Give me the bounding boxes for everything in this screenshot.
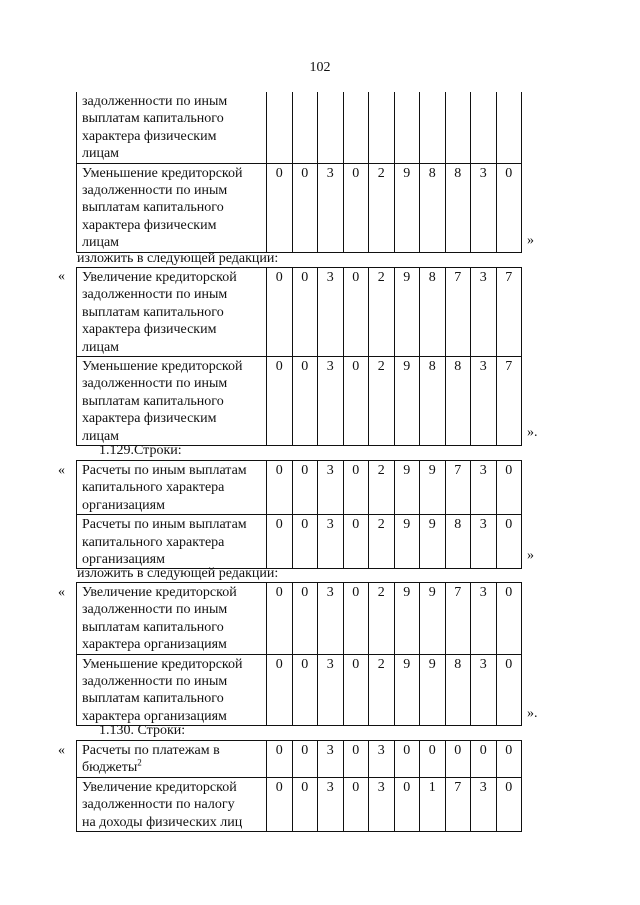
code-digit: 0: [292, 357, 318, 446]
code-digit: 2: [369, 461, 395, 515]
code-digit: 7: [445, 461, 471, 515]
description-line: характера организациям: [82, 637, 227, 653]
code-digit: 0: [267, 163, 293, 252]
description-line: выплатам капитального: [82, 304, 224, 320]
code-digit: [343, 92, 369, 163]
code-digit: [292, 92, 318, 163]
table-row: [77, 163, 522, 252]
code-digit: 0: [267, 268, 293, 357]
code-digit: 0: [292, 163, 318, 252]
code-digit: 3: [318, 461, 344, 515]
code-digit: 0: [343, 163, 369, 252]
description-line: Расчеты по иным выплатам: [82, 463, 247, 478]
code-digit: 0: [394, 777, 420, 831]
table-block-4: [76, 582, 522, 726]
code-digit: 3: [471, 163, 497, 252]
edit-instruction-2: изложить в следующей редакции:: [77, 566, 279, 581]
description-line: выплатам капитального: [82, 111, 224, 127]
table-block-5: [76, 740, 522, 832]
code-digit: 9: [394, 163, 420, 252]
row-description: [77, 268, 267, 357]
code-digit: 3: [369, 741, 395, 778]
code-digit: 2: [369, 583, 395, 655]
code-digit: 1: [420, 777, 446, 831]
item-130-heading: 1.130. Строки:: [99, 723, 186, 738]
code-digit: 9: [394, 357, 420, 446]
code-digit: 0: [343, 515, 369, 569]
code-digit: 9: [394, 461, 420, 515]
code-digit: 8: [420, 357, 446, 446]
description-line: Расчеты по иным выплатам: [82, 517, 247, 533]
description-line: характера физическим: [82, 128, 217, 144]
code-digit: 9: [394, 654, 420, 726]
code-digit: [267, 92, 293, 163]
code-digit: 0: [496, 741, 522, 778]
code-digit: [496, 92, 522, 163]
description-line: задолженности по иным: [82, 287, 228, 303]
row-description: [77, 654, 267, 726]
code-digit: 3: [318, 163, 344, 252]
code-digit: 0: [292, 268, 318, 357]
code-digit: 7: [445, 268, 471, 357]
code-digit: 3: [471, 357, 497, 446]
code-digit: 0: [445, 741, 471, 778]
code-digit: 9: [394, 268, 420, 357]
opening-quote-3: «: [58, 463, 65, 478]
code-digit: 3: [318, 357, 344, 446]
code-digit: 0: [343, 741, 369, 778]
table-row: [77, 268, 522, 357]
code-digit: 3: [471, 515, 497, 569]
code-digit: [394, 92, 420, 163]
code-digit: 8: [445, 163, 471, 252]
description-line: характера организациям: [82, 708, 227, 724]
description-line: капитального характера: [82, 480, 225, 496]
code-digit: 8: [420, 268, 446, 357]
code-digit: 0: [496, 163, 522, 252]
row-description: [77, 357, 267, 446]
closing-quote-1: »: [527, 233, 534, 248]
code-digit: 0: [343, 461, 369, 515]
table-row: [77, 583, 522, 655]
code-digit: 3: [318, 268, 344, 357]
row-description: [77, 461, 267, 515]
edit-instruction-1: изложить в следующей редакции:: [77, 251, 279, 266]
description-line: выплатам капитального: [82, 691, 224, 707]
code-digit: 0: [292, 741, 318, 778]
code-digit: 3: [471, 268, 497, 357]
code-digit: 7: [445, 583, 471, 655]
table-row: [77, 461, 522, 515]
description-line: выплатам капитального: [82, 200, 224, 216]
opening-quote-5: «: [58, 743, 65, 758]
code-digit: 0: [292, 583, 318, 655]
row-description: [77, 163, 267, 252]
table-block-1: [76, 92, 522, 253]
description-line: Увеличение кредиторской: [82, 779, 237, 795]
code-digit: 0: [394, 741, 420, 778]
closing-quote-3: »: [527, 548, 534, 563]
code-digit: 3: [369, 777, 395, 831]
code-digit: 0: [292, 515, 318, 569]
item-129-heading: 1.129.Строки:: [99, 443, 182, 458]
code-digit: 0: [267, 777, 293, 831]
description-line: бюджеты$^2$: [82, 757, 142, 776]
code-digit: 7: [445, 777, 471, 831]
code-digit: 3: [318, 583, 344, 655]
code-digit: 8: [445, 654, 471, 726]
table-block-3: [76, 460, 522, 569]
code-digit: [471, 92, 497, 163]
code-digit: 9: [420, 583, 446, 655]
row-description: [77, 515, 267, 569]
code-digit: 0: [267, 357, 293, 446]
code-digit: 2: [369, 654, 395, 726]
description-line: лицам: [82, 146, 120, 162]
code-digit: 0: [420, 741, 446, 778]
row-description: [77, 583, 267, 655]
description-line: Уменьшение кредиторской: [82, 359, 243, 375]
code-digit: 3: [318, 777, 344, 831]
code-digit: 8: [445, 515, 471, 569]
code-digit: 0: [496, 461, 522, 515]
description-line: лицам: [82, 428, 120, 444]
code-digit: 9: [420, 461, 446, 515]
code-digit: [445, 92, 471, 163]
code-digit: 7: [496, 357, 522, 446]
code-digit: 2: [369, 357, 395, 446]
code-digit: 9: [394, 583, 420, 655]
code-digit: 3: [471, 654, 497, 726]
footnote-mark: 2: [137, 757, 142, 768]
code-digit: 0: [343, 583, 369, 655]
description-line: задолженности по иным: [82, 94, 228, 109]
code-digit: 7: [496, 268, 522, 357]
description-line: задолженности по налогу: [82, 797, 235, 813]
code-digit: 2: [369, 515, 395, 569]
description-line: характера физическим: [82, 411, 217, 427]
code-digit: 9: [394, 515, 420, 569]
code-digit: 8: [445, 357, 471, 446]
description-line: организациям: [82, 552, 165, 568]
code-digit: 0: [267, 654, 293, 726]
table-row: [77, 515, 522, 569]
code-digit: 2: [369, 268, 395, 357]
code-digit: [369, 92, 395, 163]
closing-quote-4: ».: [527, 706, 538, 721]
code-digit: [318, 92, 344, 163]
description-line: задолженности по иным: [82, 602, 228, 618]
code-digit: 0: [496, 654, 522, 726]
code-digit: 0: [343, 357, 369, 446]
code-digit: 0: [267, 583, 293, 655]
description-line: капитального характера: [82, 534, 225, 550]
opening-quote-2: «: [58, 269, 65, 284]
code-digit: 3: [471, 461, 497, 515]
table-row: [77, 92, 522, 163]
code-digit: 3: [471, 777, 497, 831]
code-digit: 0: [496, 515, 522, 569]
description-line: Уменьшение кредиторской: [82, 656, 243, 672]
table-row: [77, 357, 522, 446]
code-digit: 0: [267, 461, 293, 515]
code-digit: 2: [369, 163, 395, 252]
code-digit: 0: [292, 777, 318, 831]
opening-quote-4: «: [58, 585, 65, 600]
code-digit: 0: [343, 654, 369, 726]
description-line: на доходы физических лиц: [82, 814, 243, 830]
row-description: [77, 777, 267, 831]
description-line: выплатам капитального: [82, 393, 224, 409]
description-line: задолженности по иным: [82, 183, 228, 199]
code-digit: 0: [496, 777, 522, 831]
table-row: [77, 654, 522, 726]
description-line: организациям: [82, 497, 165, 513]
table-row: [77, 741, 522, 778]
code-digit: 0: [292, 654, 318, 726]
code-digit: 0: [267, 741, 293, 778]
code-digit: 0: [343, 777, 369, 831]
code-digit: 8: [420, 163, 446, 252]
code-digit: [420, 92, 446, 163]
description-line: характера физическим: [82, 322, 217, 338]
description-line: Расчеты по платежам в: [82, 743, 220, 758]
table-block-2: [76, 267, 522, 446]
code-digit: 3: [318, 654, 344, 726]
description-line: выплатам капитального: [82, 619, 224, 635]
page-number: 102: [309, 60, 331, 75]
row-description: [77, 741, 267, 778]
code-digit: 0: [267, 515, 293, 569]
row-description: [77, 92, 267, 163]
description-line: Увеличение кредиторской: [82, 270, 237, 285]
code-digit: 0: [471, 741, 497, 778]
description-line: лицам: [82, 339, 120, 355]
description-line: лицам: [82, 235, 120, 251]
code-digit: 3: [318, 515, 344, 569]
closing-quote-2: ».: [527, 425, 538, 440]
description-line: задолженности по иным: [82, 376, 228, 392]
code-digit: 9: [420, 654, 446, 726]
code-digit: 0: [292, 461, 318, 515]
code-digit: 0: [343, 268, 369, 357]
code-digit: 9: [420, 515, 446, 569]
code-digit: 3: [318, 741, 344, 778]
code-digit: 0: [496, 583, 522, 655]
description-line: Увеличение кредиторской: [82, 585, 237, 600]
code-digit: 3: [471, 583, 497, 655]
description-line: характера физическим: [82, 217, 217, 233]
description-line: задолженности по иным: [82, 674, 228, 690]
table-row: [77, 777, 522, 831]
description-line: Уменьшение кредиторской: [82, 165, 243, 181]
